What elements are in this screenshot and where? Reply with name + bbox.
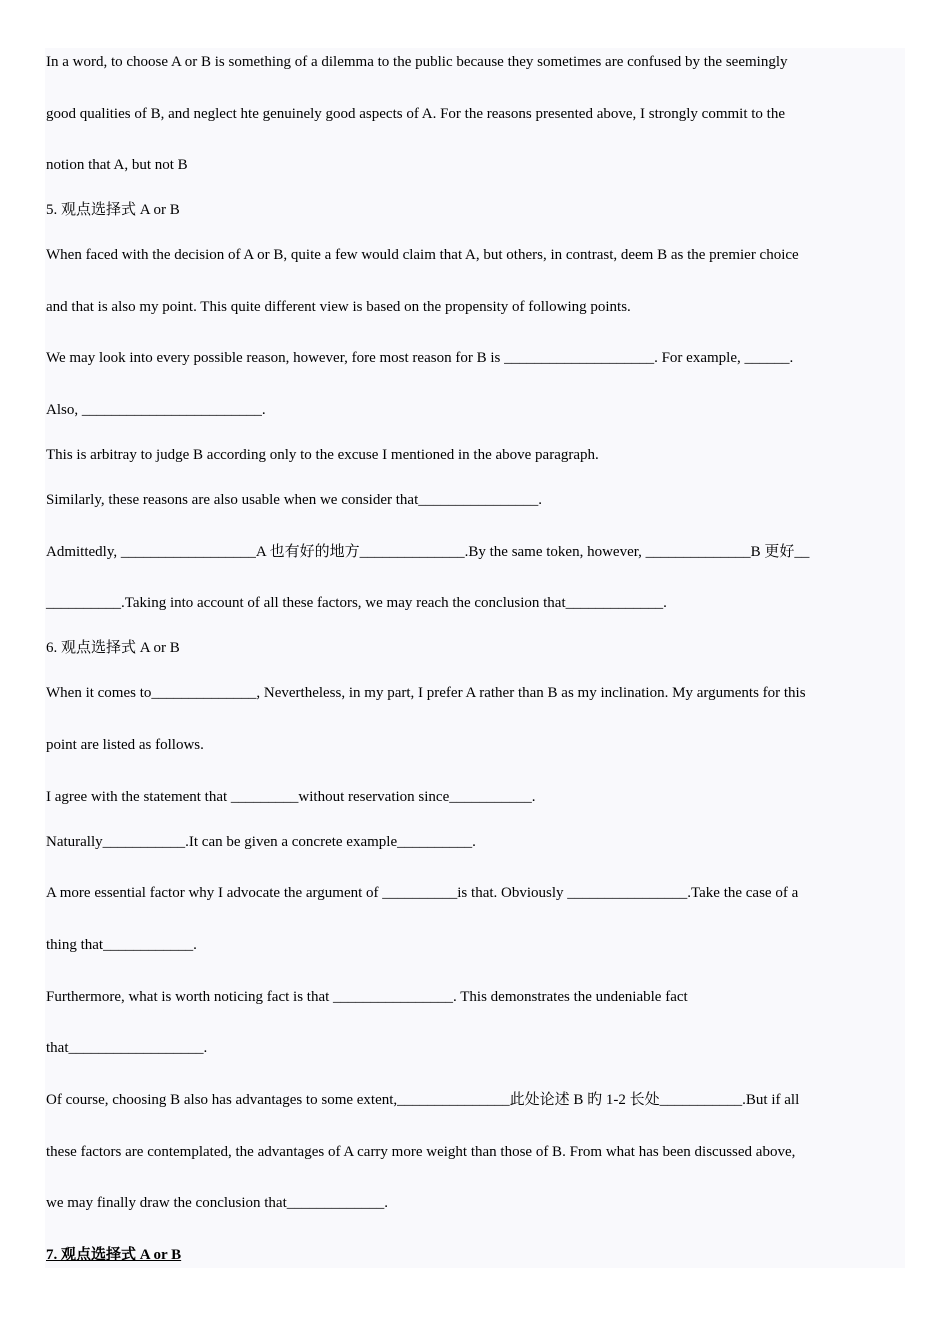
paragraph-line: When it comes to______________, Nevertheless, in my part, I prefer A rather than B as my inclination. My arguments for this — [46, 685, 806, 701]
paragraph-line: When faced with the decision of A or B, quite a few would claim that A, but others, in contrast, deem B as the premier choice — [46, 247, 799, 263]
paragraph-line: __________.Taking into account of all these factors, we may reach the conclusion that_____________. — [46, 595, 667, 611]
paragraph-line: Naturally___________.It can be given a concrete example__________. — [46, 834, 476, 850]
paragraph-line: Furthermore, what is worth noticing fact is that ________________. This demonstrates the undeniable fact — [46, 989, 688, 1005]
paragraph-line: notion that A, but not B — [46, 157, 188, 173]
paragraph-line: Also, ________________________. — [46, 402, 266, 418]
page-background — [45, 48, 905, 1268]
paragraph-line: Admittedly, __________________A 也有好的地方______________.By the same token, however, ______________B 更好__ — [46, 544, 810, 560]
paragraph-line: we may finally draw the conclusion that_____________. — [46, 1195, 389, 1211]
paragraph-line: that__________________. — [46, 1040, 208, 1056]
paragraph-line: Of course, choosing B also has advantages to some extent,_______________此处论述 B 旳 1-2 长处___________.But if all — [46, 1092, 800, 1108]
paragraph-line: good qualities of B, and neglect hte genuinely good aspects of A. For the reasons presented above, I strongly commit to the — [46, 106, 785, 122]
paragraph-line: Similarly, these reasons are also usable when we consider that________________. — [46, 492, 542, 508]
paragraph-line: A more essential factor why I advocate the argument of __________is that. Obviously ________________.Take the case of a — [46, 885, 799, 901]
section-heading-5: 5. 观点选择式 A or B — [46, 202, 180, 218]
paragraph-line: This is arbitray to judge B according only to the excuse I mentioned in the above paragraph. — [46, 447, 599, 463]
paragraph-line: I agree with the statement that _________without reservation since___________. — [46, 789, 536, 805]
section-heading-7: 7. 观点选择式 A or B — [46, 1247, 182, 1263]
paragraph-line: We may look into every possible reason, however, fore most reason for B is ____________________. For example, ______. — [46, 350, 794, 366]
paragraph-line: point are listed as follows. — [46, 737, 204, 753]
paragraph-line: In a word, to choose A or B is something of a dilemma to the public because they sometimes are confused by the seemingly — [46, 54, 788, 70]
paragraph-line: and that is also my point. This quite different view is based on the propensity of following points. — [46, 299, 631, 315]
paragraph-line: thing that____________. — [46, 937, 197, 953]
paragraph-line: these factors are contemplated, the advantages of A carry more weight than those of B. From what has been discussed above, — [46, 1144, 796, 1160]
section-heading-6: 6. 观点选择式 A or B — [46, 640, 180, 656]
